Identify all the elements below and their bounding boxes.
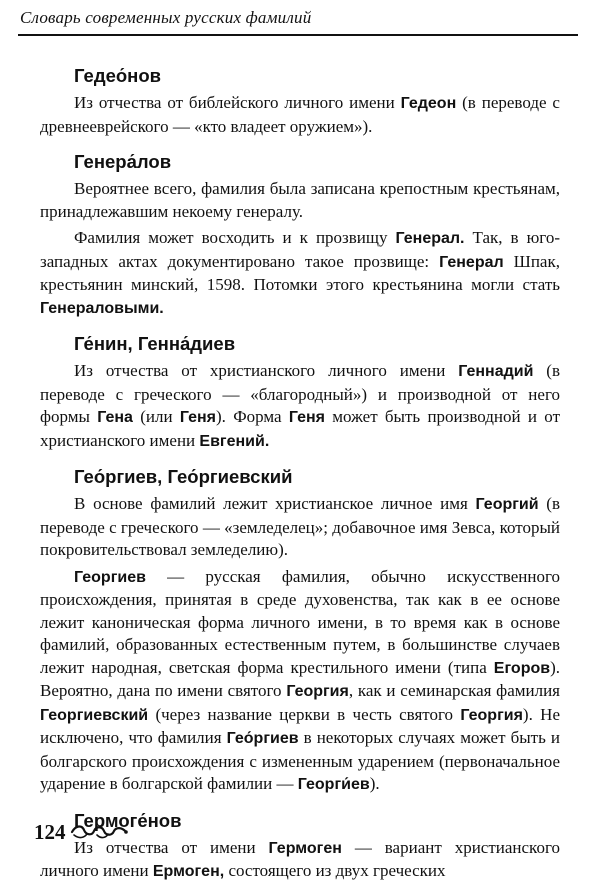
entry-headword: Гедео́нов <box>74 65 162 86</box>
bold-term: Гермоген <box>268 839 342 857</box>
entry-headword: Генера́лов <box>74 151 172 172</box>
dictionary-entry <box>40 330 560 453</box>
entry-headword: Гео́ргиев, Гео́ргиевский <box>74 466 293 487</box>
bold-term: Георгия <box>286 683 349 700</box>
text-run: Фамилия может восходить и к прозвищу <box>74 228 396 247</box>
running-title: Словарь современных русских фамилий <box>20 8 312 27</box>
entry-paragraph <box>40 178 560 223</box>
bold-term: Егоров <box>493 659 551 677</box>
bold-term: Гео́ргиев <box>226 730 299 747</box>
text-run: ). <box>369 774 380 793</box>
text-run: ). Не исключено, что фамилия <box>40 704 560 747</box>
bold-term: Георгиевский <box>40 706 149 724</box>
text-run: ). Вероятно, дана по имени святого <box>40 657 560 700</box>
bold-term: Генерал. <box>395 230 465 247</box>
text-run: состоящего из двух греческих <box>224 861 446 880</box>
text-run: Шпак, крестьянин минский, 1598. Потомки этого крестьянина могли стать <box>40 251 560 294</box>
text-run: (или <box>132 407 180 426</box>
entry-headword: Гермоге́нов <box>74 809 182 831</box>
text-run: , как и семинарская фамилия <box>348 681 560 700</box>
entry-paragraph <box>40 566 560 797</box>
entry-paragraph <box>40 227 560 320</box>
bold-term: Евгений. <box>199 432 270 450</box>
text-run: В основе фамилий лежит христианское личное имя <box>74 494 476 513</box>
page-number: 124 <box>34 820 66 844</box>
text-run: — русская фамилия, обычно искусственного происхождения, принятая в среде духовенства, так как в ее основе лежит каноническая форма личного имени, в то время как в основе фамилий, образованных естественным путем, в большинстве случаев лежит народная, светская форма крестильного имени (типа <box>40 566 560 677</box>
entry-paragraph <box>40 360 560 453</box>
bold-term: Геня <box>179 409 217 426</box>
entry-paragraph <box>40 92 560 138</box>
text-run: Так, в юго-западных актах документировано такое прозвище: <box>40 228 560 271</box>
text-run: Из отчества от имени <box>74 837 269 857</box>
bold-term: Георгия <box>460 706 523 724</box>
bold-term: Генераловыми. <box>40 299 164 317</box>
flourish-ornament-icon <box>70 823 128 841</box>
bold-term: Геннадий <box>458 363 534 380</box>
text-run: ). Форма <box>216 407 289 426</box>
header-rule <box>18 34 578 36</box>
bold-term: Георгиев <box>74 568 146 586</box>
bold-term: Георги́ев <box>297 776 370 793</box>
text-run: может быть производной и от христианского имени <box>40 407 560 450</box>
bold-term: Гедеон <box>400 95 457 112</box>
text-run: — вариант христианского личного имени <box>40 837 560 880</box>
text-run: Вероятнее всего, фамилия была записана крепостным крестьянам, принадлежавшим некоему генералу. <box>40 179 560 221</box>
entry-headword: Ге́нин, Генна́диев <box>74 333 236 354</box>
entry-paragraph <box>40 493 560 562</box>
bold-term: Геня <box>288 409 326 426</box>
text-run: (через название церкви в честь святого <box>148 704 461 724</box>
text-run: в некоторых случаях может быть и болгарского происхождения с измененным ударением (первоначальное ударение в болгарской фамилии — <box>40 728 561 793</box>
page-footer <box>34 820 128 844</box>
dictionary-content <box>40 62 560 884</box>
dictionary-entry <box>40 62 560 138</box>
dictionary-entry <box>40 463 560 797</box>
text-run: Из отчества от библейского личного имени <box>74 93 401 112</box>
text-run: Из отчества от христианского личного имени <box>74 361 459 380</box>
bold-term: Генерал <box>439 253 504 271</box>
bold-term: Ермоген, <box>152 863 225 880</box>
dictionary-entry <box>40 148 560 320</box>
text-run: (в переводе с греческого — «земледелец»; добавочное имя Зевса, который покровительствовал земледелию). <box>40 494 560 559</box>
bold-term: Георгий <box>475 496 539 513</box>
text-run: (в переводе с древнееврейского — «кто владеет оружием»). <box>40 93 560 136</box>
dictionary-entry <box>40 807 560 884</box>
bold-term: Гена <box>97 409 133 426</box>
text-run: (в переводе с греческого — «благородный») и производной от него формы <box>40 361 560 426</box>
